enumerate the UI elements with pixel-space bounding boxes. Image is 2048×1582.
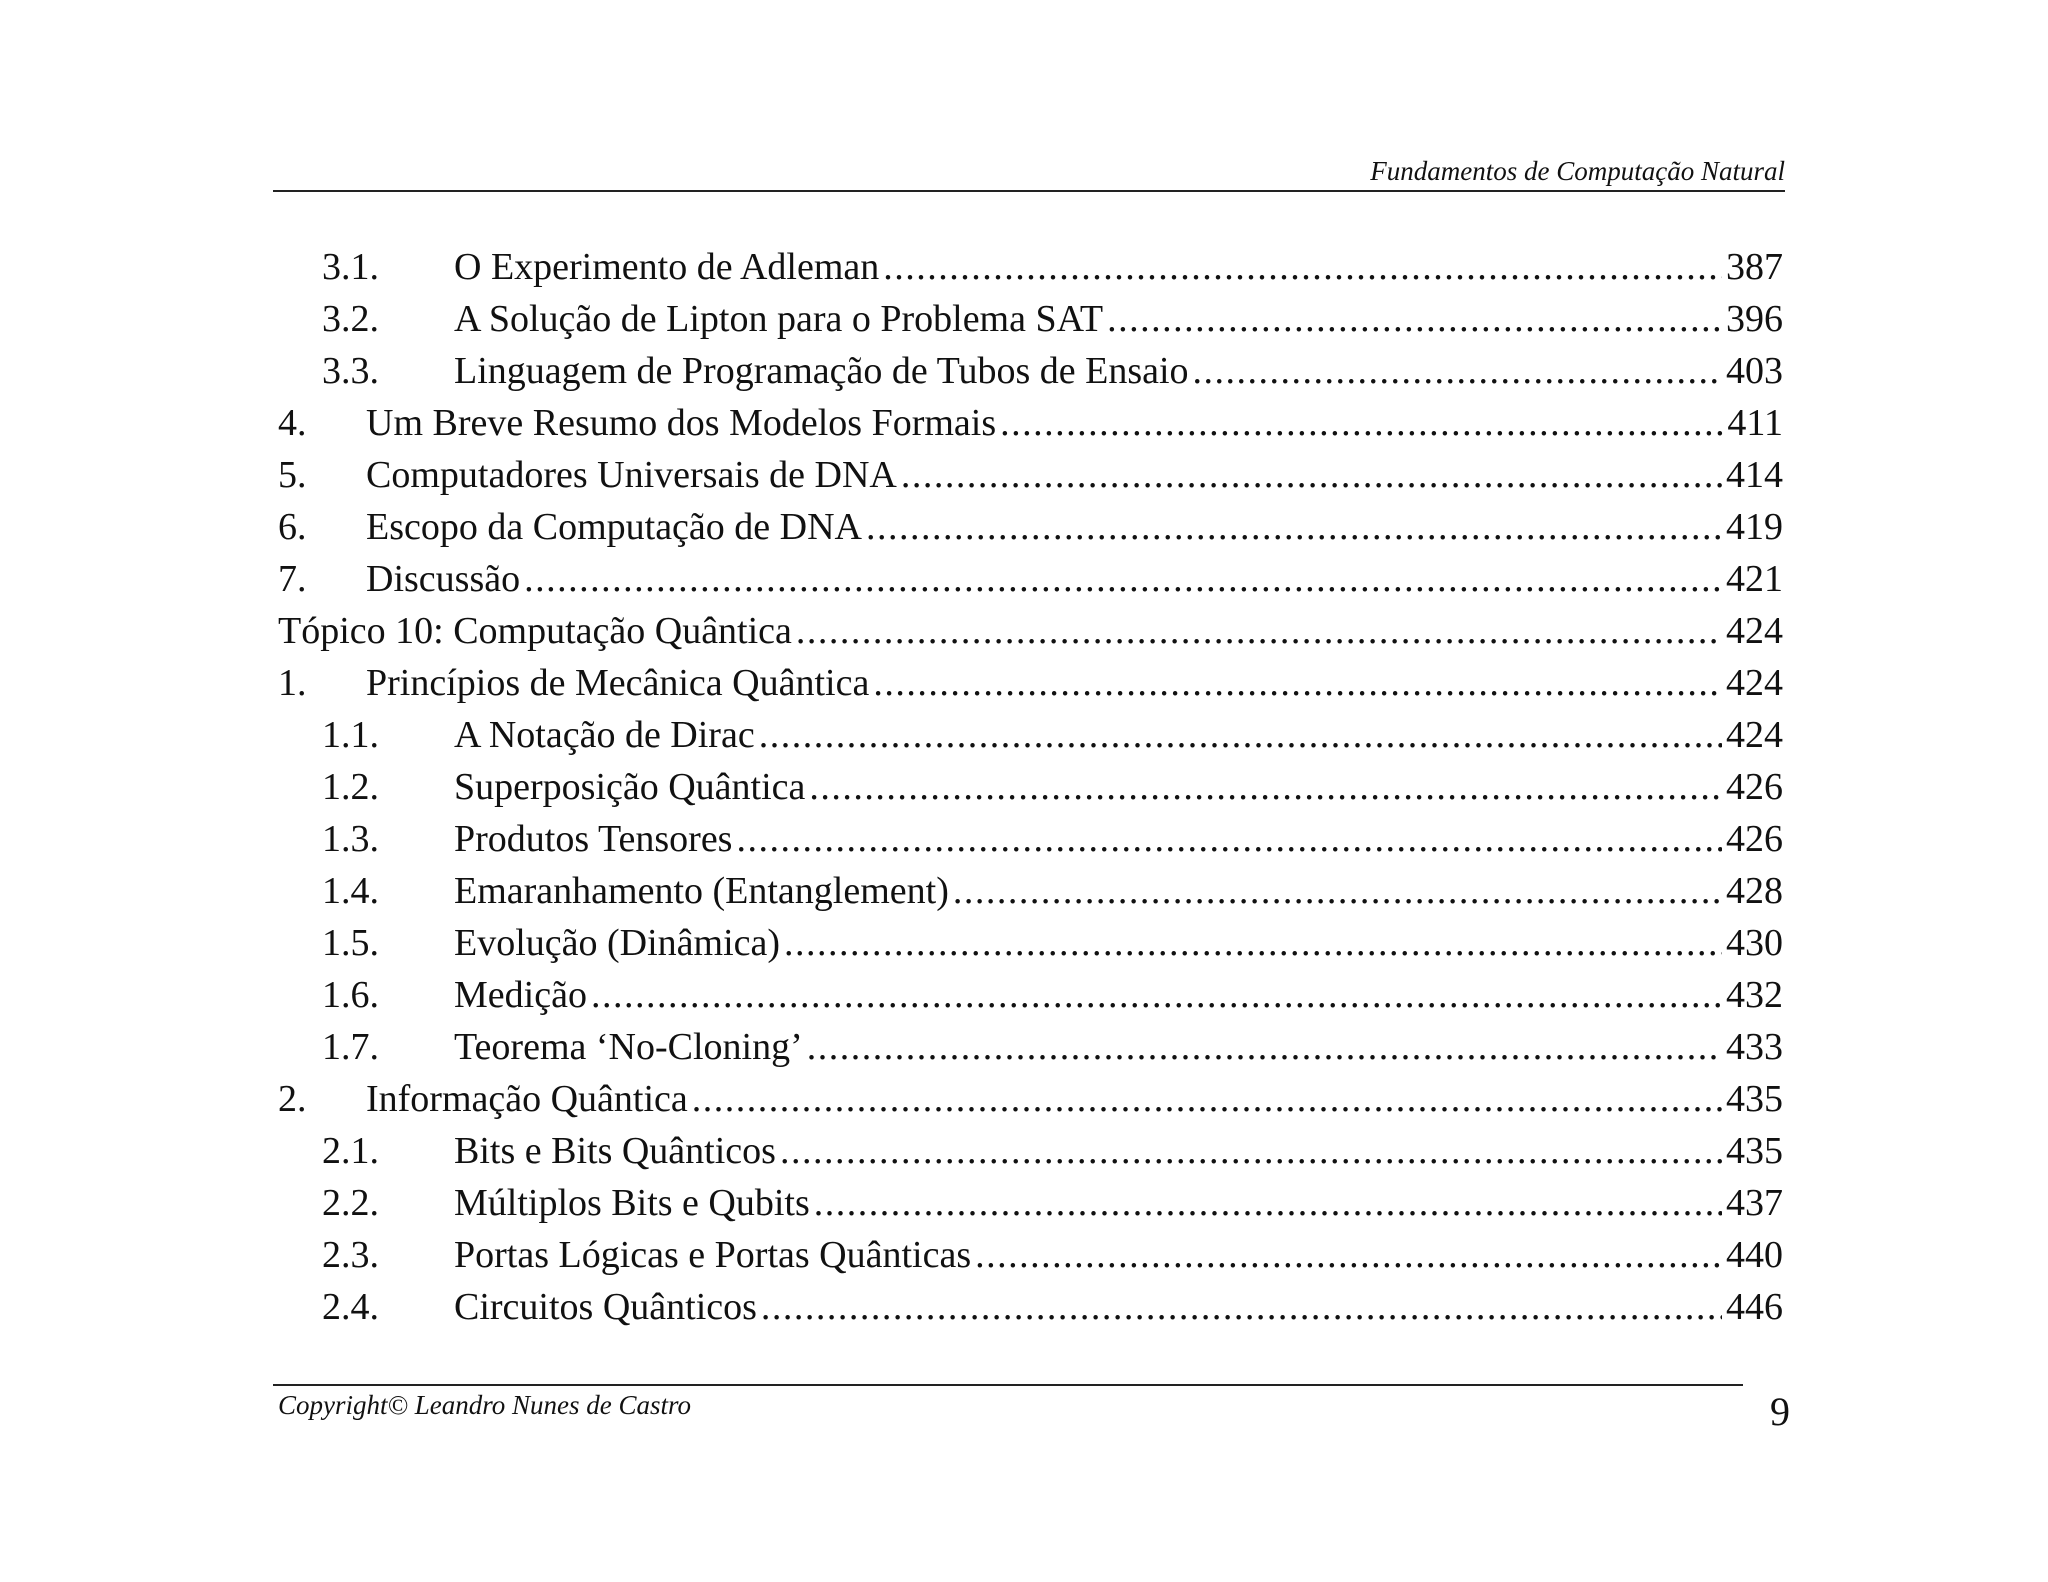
toc-entry-page: 437: [1726, 1182, 1783, 1224]
running-header-title: Fundamentos de Computação Natural: [1370, 156, 1785, 186]
toc-entry-number: 1.7.: [322, 1026, 379, 1068]
toc-entry-title: Emaranhamento (Entanglement): [454, 870, 949, 912]
toc-entry[interactable]: [278, 605, 1783, 657]
toc-entry-number: 2.1.: [322, 1130, 379, 1172]
toc-entry-number: 5.: [278, 454, 307, 496]
toc-entry-page: 414: [1726, 454, 1783, 496]
toc-entry-page: 435: [1726, 1130, 1783, 1172]
toc-entry-title: Informação Quântica: [366, 1078, 688, 1120]
toc-entry-page: 440: [1726, 1234, 1783, 1276]
toc-entry-number: 1.1.: [322, 714, 379, 756]
toc-dot-leader: [784, 917, 1722, 969]
toc-entry-page: 432: [1726, 974, 1783, 1016]
toc-dot-leader: [761, 1281, 1722, 1333]
toc-dot-leader: [901, 449, 1722, 501]
toc-dot-leader: [814, 1177, 1722, 1229]
toc-entry-number: 1.: [278, 662, 307, 704]
toc-entry[interactable]: [278, 1281, 1783, 1333]
toc-entry-number: 1.2.: [322, 766, 379, 808]
toc-entry-number: 3.2.: [322, 298, 379, 340]
toc-entry-title: Superposição Quântica: [454, 766, 806, 808]
toc-entry-title: Escopo da Computação de DNA: [366, 506, 862, 548]
toc-dot-leader: [953, 865, 1722, 917]
toc-entry-title: Discussão: [366, 558, 521, 600]
toc-entry-page: 430: [1726, 922, 1783, 964]
toc-dot-leader: [975, 1229, 1722, 1281]
toc-entry-number: 3.3.: [322, 350, 379, 392]
toc-entry-page: 433: [1726, 1026, 1783, 1068]
toc-dot-leader: [524, 553, 1722, 605]
toc-entry-page: 424: [1726, 610, 1783, 652]
toc-entry[interactable]: [278, 1177, 1783, 1229]
toc-entry[interactable]: [278, 813, 1783, 865]
toc-entry-page: 411: [1727, 402, 1783, 444]
toc-dot-leader: [780, 1125, 1722, 1177]
toc-dot-leader: [1107, 293, 1722, 345]
toc-entry-number: 6.: [278, 506, 307, 548]
toc-entry-title: O Experimento de Adleman: [454, 246, 880, 288]
toc-dot-leader: [809, 761, 1722, 813]
toc-entry[interactable]: [278, 1125, 1783, 1177]
footer-rule: [273, 1384, 1743, 1386]
toc-entry[interactable]: [278, 397, 1783, 449]
toc-dot-leader: [692, 1073, 1722, 1125]
toc-entry-page: 428: [1726, 870, 1783, 912]
toc-dot-leader: [807, 1021, 1722, 1073]
toc-dot-leader: [883, 241, 1722, 293]
toc-dot-leader: [759, 709, 1722, 761]
toc-entry-title: Portas Lógicas e Portas Quânticas: [454, 1234, 972, 1276]
toc-entry-title: A Notação de Dirac: [454, 714, 755, 756]
toc-entry-title: Teorema ‘No-Cloning’: [454, 1026, 803, 1068]
toc-entry-title: Medição: [454, 974, 587, 1016]
toc-entry-page: 403: [1726, 350, 1783, 392]
toc-entry[interactable]: [278, 969, 1783, 1021]
toc-entry-title: Computadores Universais de DNA: [366, 454, 897, 496]
toc-entry-page: 424: [1726, 714, 1783, 756]
toc-entry[interactable]: [278, 917, 1783, 969]
toc-dot-leader: [1193, 345, 1722, 397]
toc-entry-title: Produtos Tensores: [454, 818, 733, 860]
toc-entry[interactable]: [278, 1021, 1783, 1073]
toc-entry-page: 435: [1726, 1078, 1783, 1120]
toc-entry-title: Múltiplos Bits e Qubits: [454, 1182, 810, 1224]
toc-dot-leader: [796, 605, 1722, 657]
toc-entry[interactable]: [278, 1073, 1783, 1125]
toc-entry-title: Linguagem de Programação de Tubos de Ensaio: [454, 350, 1189, 392]
toc-entry-page: 446: [1726, 1286, 1783, 1328]
footer-copyright: Copyright© Leandro Nunes de Castro: [278, 1390, 692, 1420]
toc-dot-leader: [591, 969, 1722, 1021]
toc-entry-number: 2.2.: [322, 1182, 379, 1224]
toc-entry[interactable]: [278, 345, 1783, 397]
toc-dot-leader: [873, 657, 1722, 709]
toc-entry[interactable]: [278, 709, 1783, 761]
toc-entry[interactable]: [278, 657, 1783, 709]
toc-entry-number: 3.1.: [322, 246, 379, 288]
toc-entry-page: 424: [1726, 662, 1783, 704]
toc-entry-title: Bits e Bits Quânticos: [454, 1130, 776, 1172]
toc-entry[interactable]: [278, 241, 1783, 293]
footer-page-number: 9: [1770, 1389, 1790, 1434]
toc-entry-page: 396: [1726, 298, 1783, 340]
toc-entry[interactable]: [278, 449, 1783, 501]
toc-entry-number: 7.: [278, 558, 307, 600]
toc-entry-title: Evolução (Dinâmica): [454, 922, 781, 964]
toc-entry-title: Um Breve Resumo dos Modelos Formais: [366, 402, 997, 444]
toc-entry-number: 2.: [278, 1078, 307, 1120]
toc-entry[interactable]: [278, 293, 1783, 345]
toc-entry[interactable]: [278, 501, 1783, 553]
toc-dot-leader: [1000, 397, 1723, 449]
toc-entry[interactable]: [278, 553, 1783, 605]
toc-entry-number: 4.: [278, 402, 307, 444]
toc-entry[interactable]: [278, 761, 1783, 813]
toc-entry-number: 1.4.: [322, 870, 379, 912]
toc-entry-title: Circuitos Quânticos: [454, 1286, 757, 1328]
toc-dot-leader: [736, 813, 1722, 865]
toc-entry-title: Princípios de Mecânica Quântica: [366, 662, 870, 704]
toc-entry-number: 1.6.: [322, 974, 379, 1016]
toc-entry[interactable]: [278, 865, 1783, 917]
toc-entry-page: 426: [1726, 818, 1783, 860]
toc-entry-number: 2.4.: [322, 1286, 379, 1328]
running-header: [273, 152, 1785, 192]
table-of-contents: [278, 241, 1783, 1333]
toc-entry-number: 1.3.: [322, 818, 379, 860]
toc-entry-page: 421: [1726, 558, 1783, 600]
toc-entry-page: 419: [1726, 506, 1783, 548]
toc-entry-number: 2.3.: [322, 1234, 379, 1276]
toc-entry[interactable]: [278, 1229, 1783, 1281]
toc-entry-number: 1.5.: [322, 922, 379, 964]
toc-entry-page: 387: [1726, 246, 1783, 288]
toc-entry-page: 426: [1726, 766, 1783, 808]
toc-entry-title: Tópico 10: Computação Quântica: [278, 610, 792, 652]
toc-entry-title: A Solução de Lipton para o Problema SAT: [454, 298, 1104, 340]
toc-dot-leader: [866, 501, 1722, 553]
